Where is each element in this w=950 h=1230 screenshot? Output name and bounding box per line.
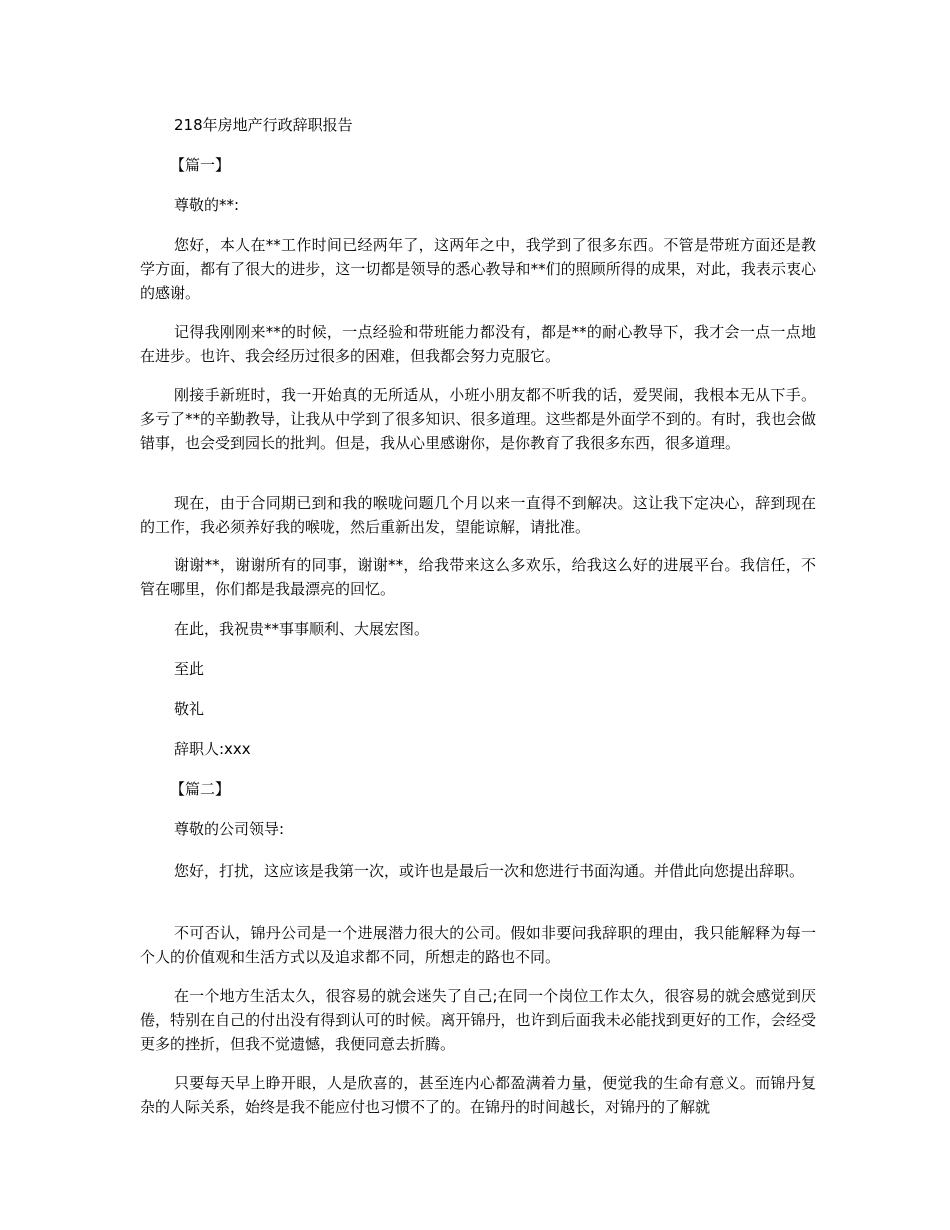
paragraph-part1-6: 在此，我祝贵**事事顺利、大展宏图。 xyxy=(174,620,430,638)
section-heading-part1: 【篇一】 xyxy=(170,156,231,174)
paragraph-part1-3: 刚接手新班时，我一开始真的无所适从，小班小朋友都不听我的话，爱哭闹，我根本无从下手。多亏了**的辛勤教导，让我从中学到了很多知识、很多道理。这些都是外面学不到的。有时，我也会做错事，也会受到园长的批判。但是，我从心里感谢你，是你教育了我很多东西，很多道理。 xyxy=(140,386,816,452)
paragraph-part2-3: 在一个地方生活太久，很容易的就会迷失了自己;在同一个岗位工作太久，很容易的就会感觉到厌倦，特别在自己的付出没有得到认可的时候。离开锦丹，也许到后面我未必能找到更好的工作，会经受更多的挫折，但我不觉遗憾，我便同意去折腾。 xyxy=(140,987,816,1053)
signature-line: 辞职人:xxx xyxy=(174,740,251,758)
paragraph-part2-4: 只要每天早上睁开眼，人是欣喜的，甚至连内心都盈满着力量，便觉我的生命有意义。而锦丹复杂的人际关系，始终是我不能应付也习惯不了的。在锦丹的时间越长，对锦丹的了解就 xyxy=(140,1074,816,1116)
paragraph-part1-1: 您好，本人在**工作时间已经两年了，这两年之中，我学到了很多东西。不管是带班方面还是教学方面，都有了很大的进步，这一切都是领导的悉心教导和**们的照顾所得的成果，对此，我表示衷心的感谢。 xyxy=(140,236,816,302)
paragraph-part1-2: 记得我刚刚来**的时候，一点经验和带班能力都没有，都是**的耐心教导下，我才会一点一点地在进步。也许、我会经历过很多的困难，但我都会努力克服它。 xyxy=(140,323,816,365)
paragraph-part2-1: 您好，打扰，这应该是我第一次，或许也是最后一次和您进行书面沟通。并借此向您提出辞职。 xyxy=(174,862,805,880)
salutation-part1: 尊敬的**: xyxy=(174,196,240,214)
paragraph-part1-4: 现在，由于合同期已到和我的喉咙问题几个月以来一直得不到解决。这让我下定决心，辞到现在的工作，我必须养好我的喉咙，然后重新出发，望能谅解，请批准。 xyxy=(140,494,816,536)
section-heading-part2: 【篇二】 xyxy=(170,780,231,798)
document-title: 218年房地产行政辞职报告 xyxy=(174,116,353,134)
closing-line-2: 敬礼 xyxy=(174,700,205,718)
paragraph-part1-5: 谢谢**，谢谢所有的同事，谢谢**，给我带来这么多欢乐，给我这么好的进展平台。我信任，不管在哪里，你们都是我最漂亮的回忆。 xyxy=(140,556,816,598)
closing-line-1: 至此 xyxy=(174,660,205,678)
salutation-part2: 尊敬的公司领导: xyxy=(174,820,285,838)
paragraph-part2-2: 不可否认，锦丹公司是一个进展潜力很大的公司。假如非要问我辞职的理由，我只能解释为每一个人的价值观和生活方式以及追求都不同，所想走的路也不同。 xyxy=(140,924,816,966)
